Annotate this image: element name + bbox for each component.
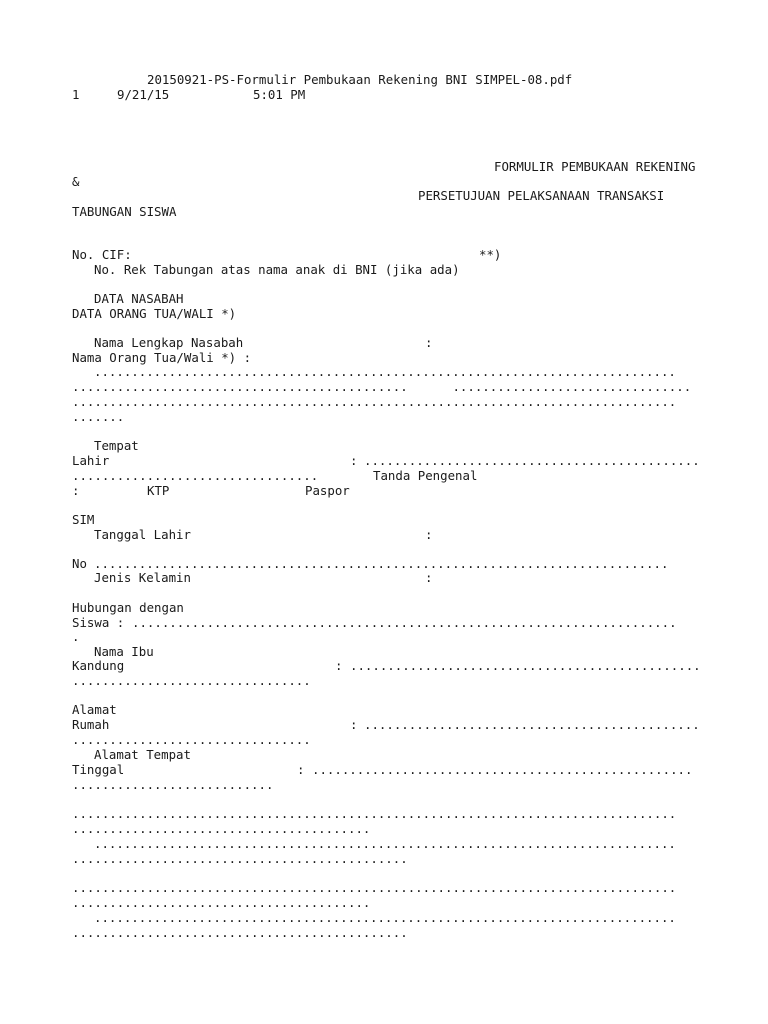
alamat-tempat-label: Alamat Tempat xyxy=(94,747,191,762)
dotted-fill: ............................................. xyxy=(72,851,408,866)
cif-mark: **) xyxy=(479,247,502,262)
kandung-label: Kandung xyxy=(72,658,125,673)
dotted-fill: ........................................ xyxy=(72,821,371,836)
dotted-fill: ........................................ xyxy=(72,895,371,910)
dotted-fill: ................................................................................. xyxy=(72,394,677,409)
dotted-fill: ................................. xyxy=(72,468,319,483)
tanda-pengenal-label: Tanda Pengenal xyxy=(373,468,478,483)
dotted-fill: ......................................................................... xyxy=(132,615,677,630)
hubungan-label: Hubungan dengan xyxy=(72,600,184,615)
tanda-pengenal-colon: : xyxy=(72,483,80,498)
form-title-ampersand: & xyxy=(72,174,80,189)
dotted-fill: . xyxy=(72,629,80,644)
rumah-label: Rumah xyxy=(72,717,110,732)
jenis-kelamin-colon: : xyxy=(425,570,433,585)
dotted-fill: ................................................... xyxy=(312,762,693,777)
dotted-fill: .............................................................................. xyxy=(94,910,676,925)
header-filename: 20150921-PS-Formulir Pembukaan Rekening BNI SIMPEL-08.pdf xyxy=(147,72,573,87)
tempat-label: Tempat xyxy=(94,438,139,453)
header-time: 5:01 PM xyxy=(253,87,306,102)
dotted-fill: ............................................. xyxy=(364,717,700,732)
alamat-rumah-colon: : xyxy=(350,717,358,732)
alamat-label: Alamat xyxy=(72,702,117,717)
dotted-fill: ....... xyxy=(72,409,125,424)
alamat-tinggal-colon: : xyxy=(297,762,305,777)
siswa-label: Siswa : xyxy=(72,615,125,630)
cif-label: No. CIF: xyxy=(72,247,132,262)
dotted-fill: .............................................................................. xyxy=(94,836,676,851)
dotted-fill: ................................ xyxy=(72,732,311,747)
dotted-fill: .............................................................................. xyxy=(94,364,676,379)
dotted-fill: ................................................................................. xyxy=(72,880,677,895)
rek-tabungan-note: No. Rek Tabungan atas nama anak di BNI (jika ada) xyxy=(94,262,460,277)
dotted-fill: ............................................... xyxy=(350,658,701,673)
paspor-option: Paspor xyxy=(305,483,350,498)
form-title-line2: PERSETUJUAN PELAKSANAAN TRANSAKSI xyxy=(418,188,665,203)
nama-nasabah-label: Nama Lengkap Nasabah xyxy=(94,335,244,350)
sim-option: SIM xyxy=(72,512,95,527)
section-data-orang-tua: DATA ORANG TUA/WALI *) xyxy=(72,306,237,321)
dotted-fill: ............................................. ................................ xyxy=(72,379,692,394)
form-title-line1: FORMULIR PEMBUKAAN REKENING xyxy=(494,159,696,174)
nama-ortu-label: Nama Orang Tua/Wali *) : xyxy=(72,350,252,365)
lahir-label: Lahir xyxy=(72,453,110,468)
dotted-fill: ........................... xyxy=(72,777,274,792)
nama-ibu-label: Nama Ibu xyxy=(94,644,154,659)
dotted-fill: ................................ xyxy=(72,673,311,688)
header-date: 9/21/15 xyxy=(117,87,170,102)
dotted-fill: ............................................. xyxy=(72,925,408,940)
ktp-option: KTP xyxy=(147,483,170,498)
section-data-nasabah: DATA NASABAH xyxy=(94,291,184,306)
dotted-fill: ............................................. xyxy=(364,453,700,468)
jenis-kelamin-label: Jenis Kelamin xyxy=(94,570,191,585)
dotted-fill: ................................................................................. xyxy=(72,806,677,821)
header-page-number: 1 xyxy=(72,87,80,102)
form-title-line3: TABUNGAN SISWA xyxy=(72,204,177,219)
tanggal-lahir-colon: : xyxy=(425,527,433,542)
dotted-fill: ............................................................................. xyxy=(94,556,669,571)
nama-ibu-colon: : xyxy=(335,658,343,673)
nama-nasabah-colon: : xyxy=(425,335,433,350)
tanggal-lahir-label: Tanggal Lahir xyxy=(94,527,191,542)
no-label: No xyxy=(72,556,87,571)
tinggal-label: Tinggal xyxy=(72,762,125,777)
tempat-lahir-colon: : xyxy=(350,453,358,468)
